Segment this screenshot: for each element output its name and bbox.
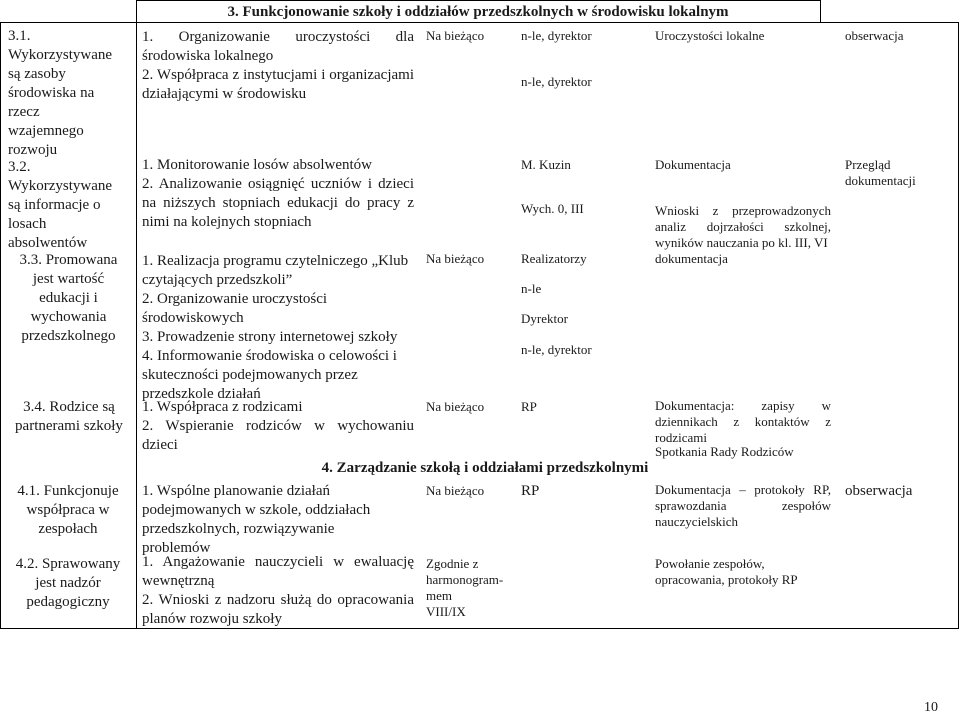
task-3-1-a: 1. Organizowanie uroczystości dla środowiska lokalnego bbox=[142, 29, 414, 64]
evidence-4-1: Dokumentacja – protokoły RP, sprawozdania zespołów nauczycielskich bbox=[655, 482, 831, 529]
evidence-3-4-a: Dokumentacja: zapisy w dziennikach z kontaktów z rodzicami bbox=[655, 398, 831, 445]
table-border bbox=[0, 22, 959, 23]
responsible-3-2-b: Wych. 0, III bbox=[521, 201, 584, 216]
task-3-4-a: 1. Współpraca z rodzicami bbox=[142, 399, 303, 415]
method-3-2: Przegląd dokumentacji bbox=[845, 157, 916, 188]
evidence-3-2-a: Dokumentacja bbox=[655, 157, 731, 172]
term-4-2: Zgodnie z harmonogram- mem VIII/IX bbox=[426, 556, 504, 619]
page-number: 10 bbox=[924, 700, 938, 715]
criterion-4-1: 4.1. Funkcjonuje współpraca w zespołach bbox=[17, 483, 119, 537]
table-border bbox=[136, 0, 137, 629]
method-4-1: obserwacja bbox=[845, 483, 913, 499]
evidence-4-2: Powołanie zespołów, opracowania, protokoły RP bbox=[655, 556, 798, 587]
term-4-1: Na bieżąco bbox=[426, 483, 485, 498]
responsible-3-1-a: n-le, dyrektor bbox=[521, 28, 592, 43]
responsible-3-3-d: n-le, dyrektor bbox=[521, 342, 592, 357]
term-3-4: Na bieżąco bbox=[426, 399, 485, 414]
responsible-4-1: RP bbox=[521, 483, 540, 499]
task-3-3: 1. Realizacja programu czytelniczego „Klub czytających przedszkoli” 2. Organizowanie uroczystości środowiskowych 3. Prowadzenie strony internetowej szkoły 4. Informowanie środowiska o celowości i skuteczności podejmowanych przez przedszkole działań bbox=[142, 253, 409, 402]
criterion-3-2: 3.2. Wykorzystywane są informacje o losach absolwentów bbox=[8, 159, 113, 251]
criterion-3-4: 3.4. Rodzice są partnerami szkoły bbox=[15, 399, 123, 434]
method-3-1: obserwacja bbox=[845, 28, 904, 43]
criterion-3-1: 3.1. Wykorzystywane są zasoby środowiska na rzecz wzajemnego rozwoju bbox=[8, 28, 113, 158]
responsible-3-2-a: M. Kuzin bbox=[521, 157, 571, 172]
table-border bbox=[0, 22, 1, 629]
evidence-3-2-b: Wnioski z przeprowadzonych analiz dojrzałości szkolnej, wyników nauczania po kl. III, VI bbox=[655, 203, 831, 250]
responsible-3-3-a: Realizatorzy bbox=[521, 251, 587, 266]
criterion-3-3: 3.3. Promowana jest wartość edukacji i wychowania przedszkolnego bbox=[19, 252, 118, 344]
section-4-header: 4. Zarządzanie szkołą i oddziałami przedszkolnymi bbox=[300, 459, 670, 477]
responsible-3-3-b: n-le bbox=[521, 281, 542, 296]
table-border bbox=[136, 0, 821, 1]
table-border bbox=[820, 0, 821, 22]
task-4-2-b: 2. Wnioski z nadzoru służą do opracowania planów rozwoju szkoły bbox=[142, 592, 414, 627]
task-3-2-a: 1. Monitorowanie losów absolwentów bbox=[142, 157, 372, 173]
responsible-3-3-c: Dyrektor bbox=[521, 311, 568, 326]
evidence-3-1: Uroczystości lokalne bbox=[655, 28, 765, 43]
task-4-1: 1. Wspólne planowanie działań podejmowanych w szkole, oddziałach przedszkolnych, rozwiązywanie problemów bbox=[142, 483, 371, 556]
evidence-3-4-b: Spotkania Rady Rodziców bbox=[655, 444, 794, 459]
task-4-2-a: 1. Angażowanie nauczycieli w ewaluację wewnętrzną bbox=[142, 554, 414, 589]
responsible-3-4: RP bbox=[521, 399, 537, 414]
criterion-4-2: 4.2. Sprawowany jest nadzór pedagogiczny bbox=[15, 556, 121, 610]
term-3-1: Na bieżąco bbox=[426, 28, 485, 43]
term-3-3: Na bieżąco bbox=[426, 251, 485, 266]
task-3-1-b: 2. Współpraca z instytucjami i organizacjami działającymi w środowisku bbox=[142, 67, 414, 102]
section-3-header: 3. Funkcjonowanie szkoły i oddziałów przedszkolnych w środowisku lokalnym bbox=[227, 4, 729, 20]
evidence-3-3: dokumentacja bbox=[655, 251, 728, 266]
task-3-4-b: 2. Wspieranie rodziców w wychowaniu dzieci bbox=[142, 418, 414, 453]
task-3-2-b: 2. Analizowanie osiągnięć uczniów i dzieci na niższych stopniach edukacji do pracy z nimi na kolejnych stopniach bbox=[142, 176, 414, 230]
responsible-3-1-b: n-le, dyrektor bbox=[521, 74, 592, 89]
